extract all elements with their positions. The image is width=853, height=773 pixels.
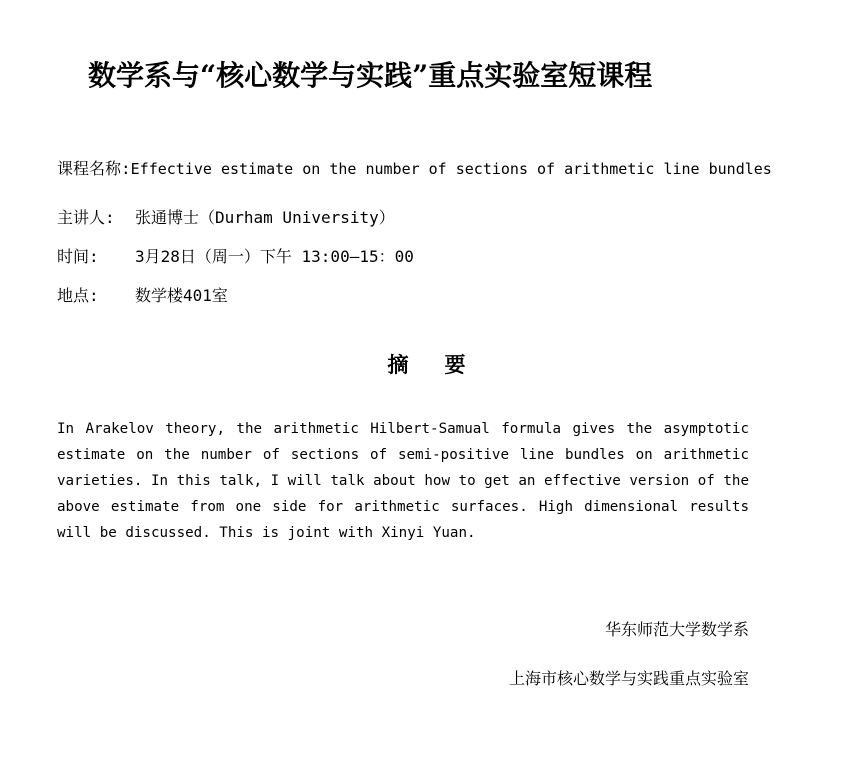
speaker-label: 主讲人:: [57, 208, 115, 227]
place-row: [57, 285, 228, 307]
course-name-row: [57, 158, 772, 180]
speaker-value: 张通博士（Durham University）: [135, 208, 395, 227]
signature-lab: 上海市核心数学与实践重点实验室: [508, 669, 749, 688]
course-name-label: 课程名称:: [57, 159, 131, 178]
page-title: 数学系与“核心数学与实践”重点实验室短课程: [88, 59, 653, 92]
signature-department: 华东师范大学数学系: [604, 620, 749, 639]
time-value: 3月28日（周一）下午 13:00—15：00: [135, 247, 414, 266]
abstract-text: In Arakelov theory, the arithmetic Hilbert-Samual formula gives the asymptotic estimate on the number of sections of semi-positive line bundles on arithmetic varieties. In this talk, I will talk about how to get an effective version of the above estimate from one side for arithmetic surfaces. High dimensional results will be discussed. This is joint with Xinyi Yuan.: [57, 421, 749, 541]
abstract-heading: 摘要: [387, 352, 502, 377]
time-label: 时间:: [57, 247, 99, 266]
speaker-row: [57, 207, 395, 229]
course-name-value: Effective estimate on the number of sections of arithmetic line bundles: [130, 160, 772, 178]
place-label: 地点:: [57, 286, 99, 305]
time-row: [57, 246, 414, 268]
place-value: 数学楼401室: [135, 286, 228, 305]
